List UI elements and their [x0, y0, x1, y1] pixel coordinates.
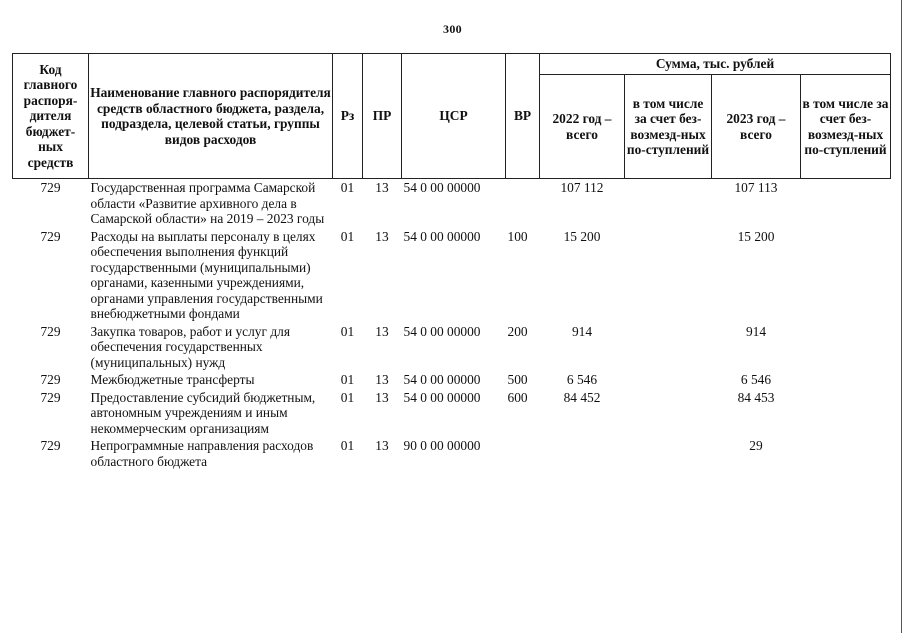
cell-2023-gratuitous	[801, 228, 891, 323]
cell-2023-gratuitous	[801, 323, 891, 372]
header-rz: Рз	[333, 54, 363, 179]
cell-code: 729	[40, 323, 61, 339]
cell-2022-total: 84 452	[563, 389, 601, 405]
header-2022-total: 2022 год – всего	[540, 75, 625, 179]
header-sum-group: Сумма, тыс. рублей	[540, 54, 891, 75]
table-row	[13, 437, 891, 470]
cell-code: 729	[40, 228, 61, 244]
page-border	[901, 0, 902, 633]
table-body	[13, 179, 891, 471]
cell-rz: 01	[340, 323, 355, 339]
cell-2023-total: 29	[749, 438, 763, 453]
header-name: Наименование главного распорядителя средств областного бюджета, раздела, подраздела, целевой статьи, группы видов расходов	[89, 54, 333, 179]
cell-2022-gratuitous	[625, 371, 712, 389]
cell-vr: 200	[507, 323, 528, 339]
cell-2022-total: 914	[571, 323, 593, 339]
cell-rz: 01	[340, 389, 355, 405]
cell-2022-gratuitous	[625, 437, 712, 470]
cell-rz: 01	[340, 372, 355, 387]
cell-csr: 54 0 00 00000	[403, 389, 481, 405]
cell-name: Расходы на выплаты персоналу в целях обеспечения выполнения функций государственными (муниципальными) органами, казенными учреждениями, органами управления государственными внебюджетными фондами	[90, 228, 323, 321]
cell-name: Предоставление субсидий бюджетным, автономным учреждениям и иным некоммерческим организациям	[90, 389, 316, 436]
cell-name: Непрограммные направления расходов областного бюджета	[90, 438, 314, 469]
header-2023-gratuitous: в том числе за счет без-возмезд-ных по-ступлений	[801, 75, 891, 179]
cell-2023-total: 15 200	[737, 228, 775, 244]
cell-2022-gratuitous	[625, 323, 712, 372]
cell-pr: 13	[375, 372, 389, 387]
cell-2023-gratuitous	[801, 179, 891, 228]
cell-pr: 13	[375, 438, 389, 453]
table-row	[13, 371, 891, 389]
cell-2023-gratuitous	[801, 437, 891, 470]
cell-csr: 54 0 00 00000	[403, 180, 481, 195]
cell-2022-gratuitous	[625, 228, 712, 323]
header-2023-total: 2023 год – всего	[712, 75, 801, 179]
cell-2023-total: 107 113	[734, 180, 778, 195]
cell-pr: 13	[375, 389, 389, 405]
cell-2022-total	[540, 437, 625, 470]
cell-name: Государственная программа Самарской области «Развитие архивного дела в Самарской области» на 2019 – 2023 годы	[90, 180, 325, 226]
header-vr: ВР	[506, 54, 540, 179]
header-csr: ЦСР	[402, 54, 506, 179]
header-2022-gratuitous: в том числе за счет без-возмезд-ных по-ступлений	[625, 75, 712, 179]
cell-rz: 01	[340, 438, 355, 453]
cell-2022-total: 6 546	[566, 372, 598, 387]
cell-2023-gratuitous	[801, 389, 891, 438]
cell-2023-total: 84 453	[737, 389, 775, 405]
header-code: Код главного распоря-дителя бюджет-ных средств	[13, 54, 89, 179]
table-header	[13, 54, 891, 179]
table-row	[13, 323, 891, 372]
cell-pr: 13	[375, 180, 389, 195]
cell-csr: 90 0 00 00000	[403, 438, 481, 453]
cell-csr: 54 0 00 00000	[403, 372, 481, 387]
cell-pr: 13	[375, 228, 389, 244]
table-row	[13, 228, 891, 323]
table-row	[13, 179, 891, 228]
cell-rz: 01	[340, 180, 355, 195]
cell-csr: 54 0 00 00000	[403, 228, 481, 244]
cell-name: Закупка товаров, работ и услуг для обеспечения государственных (муниципальных) нужд	[90, 323, 290, 370]
cell-code: 729	[40, 372, 61, 387]
cell-vr: 500	[507, 372, 528, 387]
cell-name: Межбюджетные трансферты	[90, 372, 255, 387]
table-row	[13, 389, 891, 438]
header-pr: ПР	[363, 54, 402, 179]
page-number: 300	[443, 22, 462, 36]
cell-pr: 13	[375, 323, 389, 339]
cell-2023-total: 6 546	[740, 372, 772, 387]
cell-vr	[506, 437, 540, 470]
cell-2022-gratuitous	[625, 179, 712, 228]
cell-vr	[506, 179, 540, 228]
cell-csr: 54 0 00 00000	[403, 323, 481, 339]
budget-table	[12, 53, 891, 470]
cell-2022-total: 107 112	[560, 180, 604, 195]
cell-code: 729	[40, 438, 61, 453]
cell-vr: 600	[507, 389, 528, 405]
cell-code: 729	[40, 180, 61, 195]
cell-2023-gratuitous	[801, 371, 891, 389]
cell-vr: 100	[507, 228, 528, 244]
cell-2022-total: 15 200	[563, 228, 601, 244]
cell-2023-total: 914	[745, 323, 767, 339]
cell-code: 729	[40, 389, 61, 405]
cell-rz: 01	[340, 228, 355, 244]
cell-2022-gratuitous	[625, 389, 712, 438]
